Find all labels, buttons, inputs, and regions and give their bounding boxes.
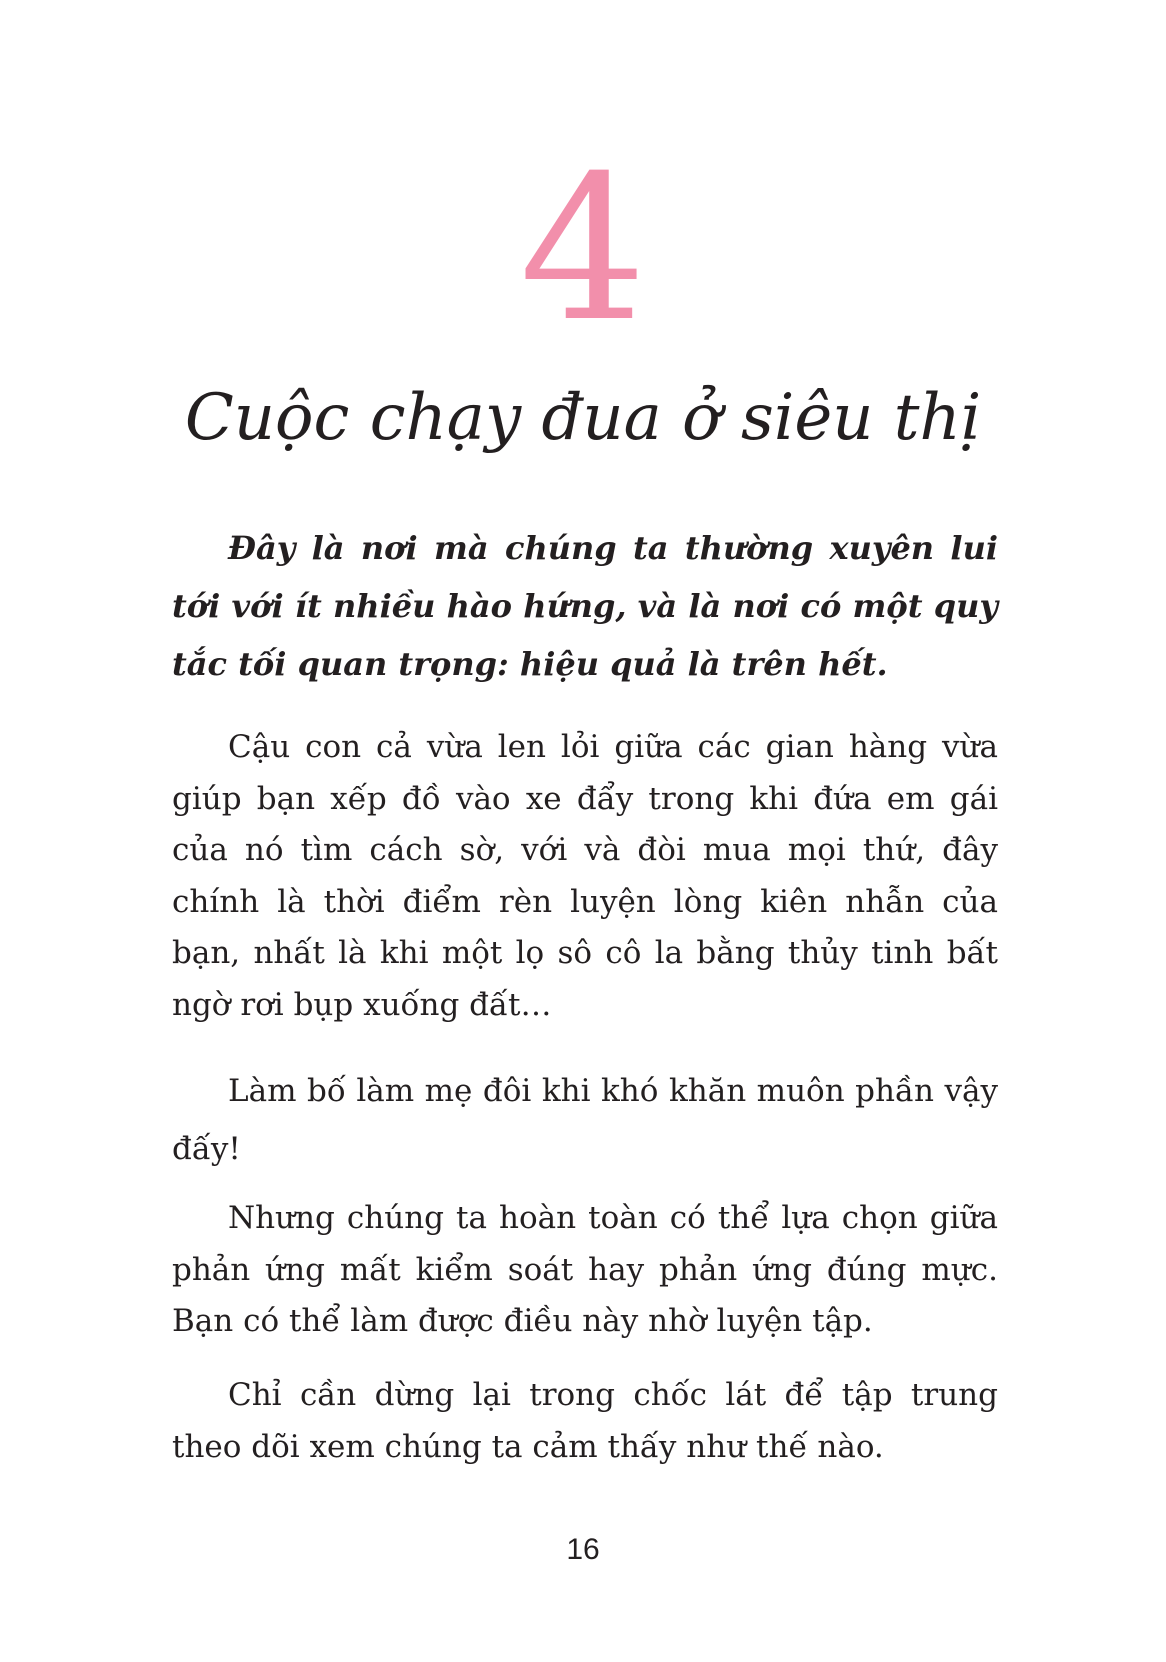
body-paragraph: Làm bố làm mẹ đôi khi khó khăn muôn phần vậy đấy!: [172, 1073, 998, 1167]
lead-paragraph: Đây là nơi mà chúng ta thường xuyên lui tới với ít nhiều hào hứng, và là nơi có một quy tắc tối quan trọng: hiệu quả là trên hết.: [172, 529, 998, 683]
body-paragraph: Chỉ cần dừng lại trong chốc lát để tập trung theo dõi xem chúng ta cảm thấy như thế nào.: [172, 1377, 998, 1465]
chapter-number: 4: [519, 133, 647, 366]
chapter-title: Cuộc chạy đua ở siêu thị: [184, 381, 982, 455]
body-paragraph: Cậu con cả vừa len lỏi giữa các gian hàng vừa giúp bạn xếp đồ vào xe đẩy trong khi đứa em gái của nó tìm cách sờ, với và đòi mua mọi thứ, đây chính là thời điểm rèn luyện lòng kiên nhẫn của bạn, nhất là khi một lọ sô cô la bằng thủy tinh bất ngờ rơi bụp xuống đất…: [172, 729, 998, 1023]
body-paragraph: Nhưng chúng ta hoàn toàn có thể lựa chọn giữa phản ứng mất kiểm soát hay phản ứng đúng mực. Bạn có thể làm được điều này nhờ luyện tập.: [172, 1200, 998, 1339]
page-number: 16: [566, 1533, 600, 1566]
